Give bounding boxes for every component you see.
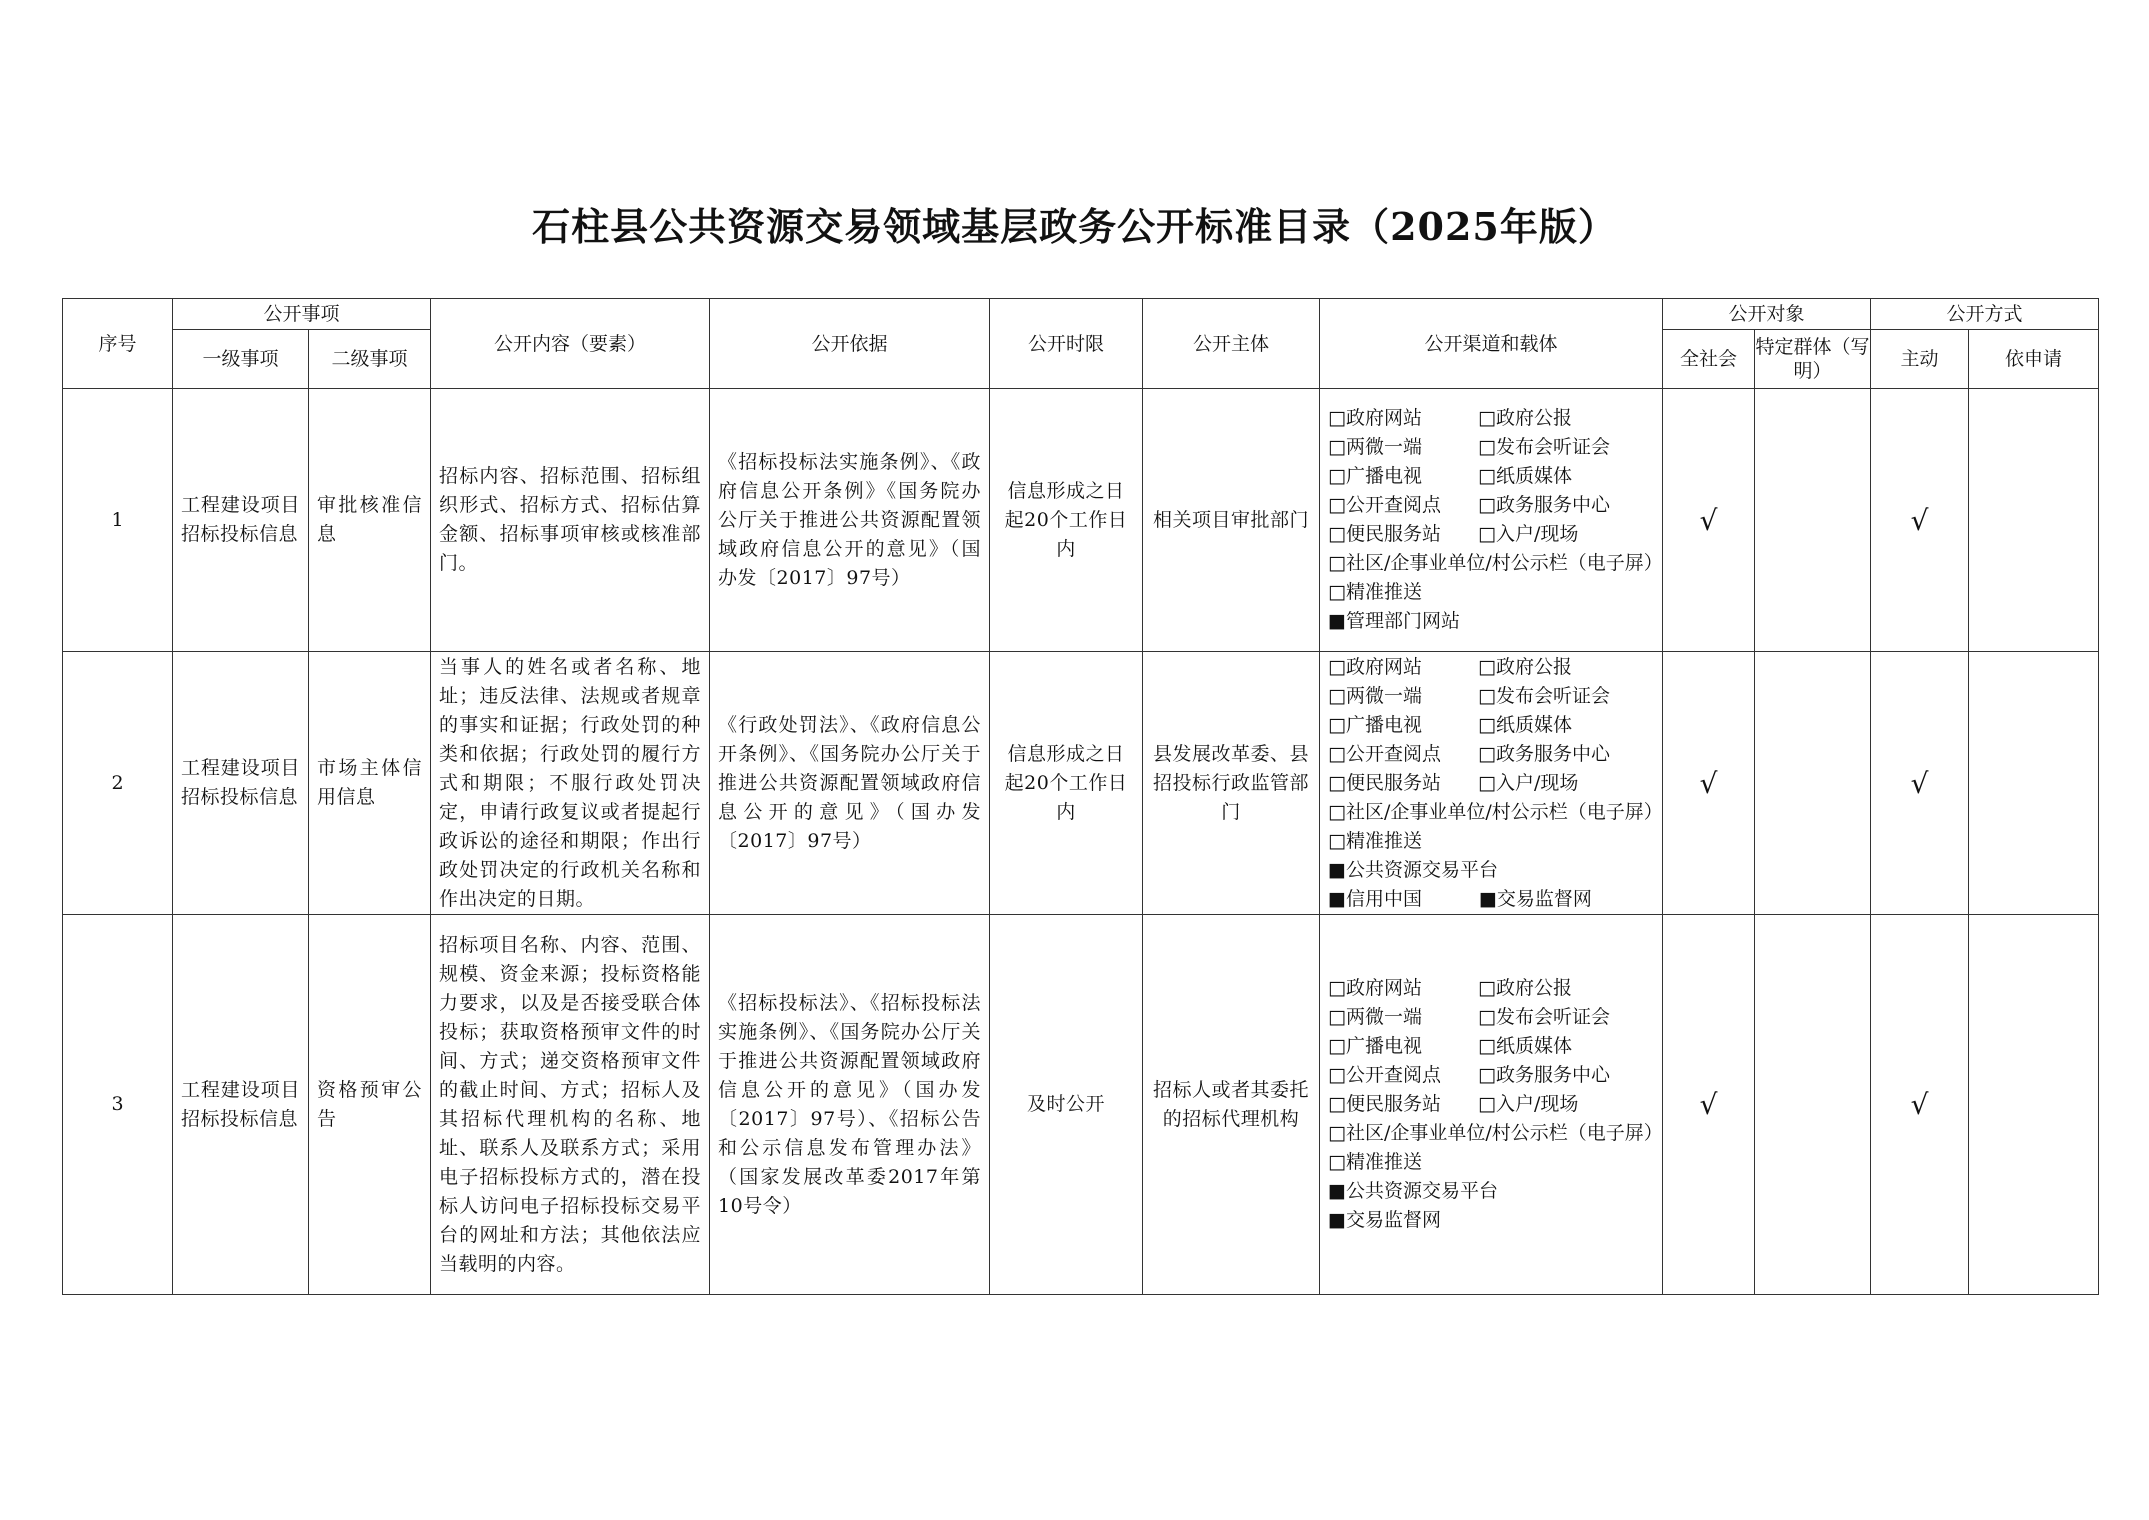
check-mark: √ <box>1663 389 1755 652</box>
channel-option: □政务服务中心 <box>1478 742 1610 765</box>
table-row <box>63 389 2099 652</box>
cell-on-request <box>1969 389 2099 652</box>
channel-option: □公开查阅点 <box>1328 1064 1441 1086</box>
channel-option: □政府公报 <box>1478 407 1572 429</box>
header-active: 主动 <box>1871 330 1969 389</box>
channel-option: □两微一端 <box>1328 436 1422 458</box>
header-method-group: 公开方式 <box>1871 299 2099 330</box>
channel-option: □纸质媒体 <box>1478 713 1572 736</box>
cell-specific-group <box>1755 389 1871 652</box>
channel-option: ■管理部门网站 <box>1328 610 1460 632</box>
channel-option: □便民服务站 <box>1328 1093 1441 1115</box>
cell-subject: 招标人或者其委托的招标代理机构 <box>1143 915 1320 1295</box>
channel-option: □纸质媒体 <box>1478 1035 1572 1057</box>
check-mark: √ <box>1871 652 1969 915</box>
cell-time-limit: 及时公开 <box>990 915 1143 1295</box>
channel-option: □两微一端 <box>1328 684 1422 707</box>
cell-level1: 工程建设项目招标投标信息 <box>173 915 309 1295</box>
check-mark: √ <box>1871 915 1969 1295</box>
cell-specific-group <box>1755 652 1871 915</box>
channel-option: □广播电视 <box>1328 1035 1422 1057</box>
cell-basis: 《招标投标法实施条例》、《政府信息公开条例》《国务院办公厅关于推进公共资源配置领域政府信息公开的意见》（国办发〔2017〕97号） <box>710 389 990 652</box>
channel-option: ■信用中国 ■交易监督网 <box>1328 887 1592 910</box>
table-row <box>63 915 2099 1295</box>
cell-channel <box>1320 652 1692 915</box>
cell-on-request <box>1969 652 2099 915</box>
channel-option: □纸质媒体 <box>1478 465 1572 487</box>
cell-subject: 相关项目审批部门 <box>1143 389 1320 652</box>
channel-option: □政府公报 <box>1478 655 1572 678</box>
channel-option: □发布会听证会 <box>1478 1006 1610 1028</box>
header-level2: 二级事项 <box>309 330 431 389</box>
header-whole-society: 全社会 <box>1663 330 1755 389</box>
cell-content: 当事人的姓名或者名称、地址；违反法律、法规或者规章的事实和证据；行政处罚的种类和依据；行政处罚的履行方式和期限；不服行政处罚决定，申请行政复议或者提起行政诉讼的途径和期限；作出行政处罚决定的行政机关名称和作出决定的日期。 <box>431 652 710 915</box>
channel-option: □便民服务站 <box>1328 771 1441 794</box>
check-mark: √ <box>1663 915 1755 1295</box>
header-channel: 公开渠道和载体 <box>1320 299 1663 389</box>
channel-option: □入户/现场 <box>1478 523 1579 545</box>
channel-option: □政务服务中心 <box>1478 1064 1610 1086</box>
header-time-limit: 公开时限 <box>990 299 1143 389</box>
channel-option: □精准推送 <box>1328 581 1422 603</box>
channel-option: □社区/企事业单位/村公示栏（电子屏） <box>1328 552 1663 574</box>
header-on-request: 依申请 <box>1969 330 2099 389</box>
channel-option: □公开查阅点 <box>1328 742 1441 765</box>
cell-level2: 审批核准信息 <box>309 389 431 652</box>
channel-option: □公开查阅点 <box>1328 494 1441 516</box>
channel-option: □政务服务中心 <box>1478 494 1610 516</box>
channel-option: □发布会听证会 <box>1478 684 1610 707</box>
channel-option: □广播电视 <box>1328 713 1422 736</box>
cell-basis: 《招标投标法》、《招标投标法实施条例》、《国务院办公厅关于推进公共资源配置领域政府信息公开的意见》（国办发〔2017〕97号）、《招标公告和公示信息发布管理办法》（国家发展改革委2017年第10号令） <box>710 915 990 1295</box>
cell-seq: 1 <box>63 389 173 652</box>
cell-content: 招标项目名称、内容、范围、规模、资金来源；投标资格能力要求，以及是否接受联合体投标；获取资格预审文件的时间、方式；递交资格预审文件的截止时间、方式；招标人及其招标代理机构的名称、地址、联系人及联系方式；采用电子招标投标方式的，潜在投标人访问电子招标投标交易平台的网址和方法；其他依法应当载明的内容。 <box>431 915 710 1295</box>
cell-level1: 工程建设项目招标投标信息 <box>173 652 309 915</box>
cell-seq: 2 <box>63 652 173 915</box>
check-mark: √ <box>1663 652 1755 915</box>
cell-content: 招标内容、招标范围、招标组织形式、招标方式、招标估算金额、招标事项审核或核准部门。 <box>431 389 710 652</box>
cell-time-limit: 信息形成之日起20个工作日内 <box>990 652 1143 915</box>
channel-option: □政府公报 <box>1478 977 1572 999</box>
header-specific-group: 特定群体（写明） <box>1755 330 1871 389</box>
cell-on-request <box>1969 915 2099 1295</box>
table-row <box>63 652 2099 915</box>
channel-option: □入户/现场 <box>1478 771 1579 794</box>
cell-channel <box>1320 915 1663 1295</box>
cell-time-limit: 信息形成之日起20个工作日内 <box>990 389 1143 652</box>
catalog-table <box>62 298 2099 1295</box>
header-object-group: 公开对象 <box>1663 299 1871 330</box>
check-mark: √ <box>1871 389 1969 652</box>
channel-option: ■公共资源交易平台 <box>1328 858 1498 881</box>
channel-option: □社区/企事业单位/村公示栏（电子屏） <box>1328 1122 1663 1144</box>
channel-option: □便民服务站 <box>1328 523 1441 545</box>
header-subject: 公开主体 <box>1143 299 1320 389</box>
cell-subject: 县发展改革委、县招投标行政监管部门 <box>1143 652 1320 915</box>
channel-option: □政府网站 <box>1328 655 1422 678</box>
page-title: 石柱县公共资源交易领域基层政务公开标准目录（2025年版） <box>532 204 1617 249</box>
header-item-group: 公开事项 <box>173 299 431 330</box>
channel-option: □社区/企事业单位/村公示栏（电子屏） □精准推送 <box>1328 800 1692 852</box>
channel-option: □广播电视 <box>1328 465 1422 487</box>
channel-option: □两微一端 <box>1328 1006 1422 1028</box>
cell-seq: 3 <box>63 915 173 1295</box>
channel-option: ■交易监督网 <box>1328 1209 1441 1231</box>
header-level1: 一级事项 <box>173 330 309 389</box>
header-basis: 公开依据 <box>710 299 990 389</box>
cell-level1: 工程建设项目招标投标信息 <box>173 389 309 652</box>
channel-option: □入户/现场 <box>1478 1093 1579 1115</box>
channel-option: □政府网站 <box>1328 407 1422 429</box>
cell-specific-group <box>1755 915 1871 1295</box>
channel-option: □政府网站 <box>1328 977 1422 999</box>
channel-option: □发布会听证会 <box>1478 436 1610 458</box>
cell-channel <box>1320 389 1663 652</box>
cell-level2: 市场主体信用信息 <box>309 652 431 915</box>
channel-option: ■公共资源交易平台 <box>1328 1180 1498 1202</box>
cell-level2: 资格预审公告 <box>309 915 431 1295</box>
channel-option: □精准推送 <box>1328 1151 1422 1173</box>
header-content: 公开内容（要素） <box>431 299 710 389</box>
cell-basis: 《行政处罚法》、《政府信息公开条例》、《国务院办公厅关于推进公共资源配置领域政府信息公开的意见》（国办发〔2017〕97号） <box>710 652 990 915</box>
header-seq: 序号 <box>63 299 173 389</box>
